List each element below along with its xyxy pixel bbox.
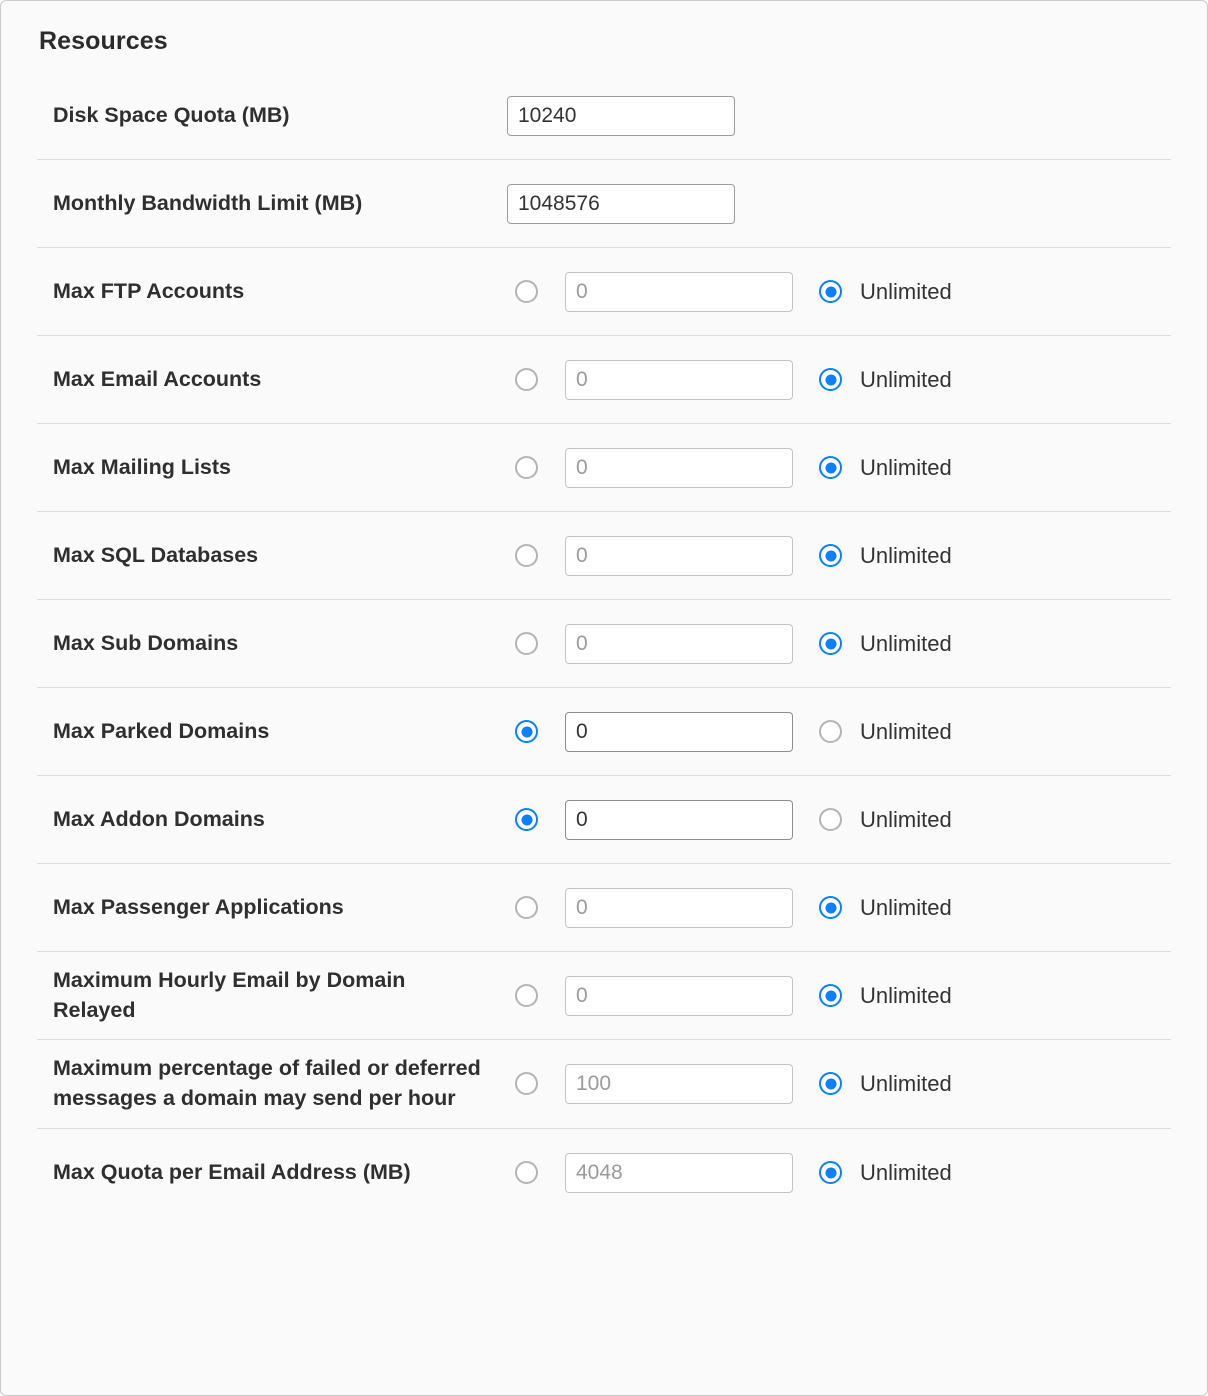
radio-icon xyxy=(819,1161,842,1184)
unlimited-label: Unlimited xyxy=(860,278,952,304)
max-email-accounts-input[interactable] xyxy=(565,360,793,400)
max-quota-per-email-input[interactable] xyxy=(565,1153,793,1193)
table-row xyxy=(37,776,1171,864)
max-hourly-email-relayed-value-radio[interactable] xyxy=(507,984,565,1007)
row-label: Monthly Bandwidth Limit (MB) xyxy=(53,190,363,215)
table-row xyxy=(37,248,1171,336)
radio-icon xyxy=(819,1072,842,1095)
row-control xyxy=(507,712,1171,752)
max-mailing-lists-unlimited-radio[interactable] xyxy=(819,455,952,481)
table-row xyxy=(37,952,1171,1040)
max-sql-databases-value-radio[interactable] xyxy=(507,544,565,567)
table-row xyxy=(37,864,1171,952)
max-quota-per-email-value-radio[interactable] xyxy=(507,1161,565,1184)
radio-icon xyxy=(515,632,538,655)
radio-icon xyxy=(515,720,538,743)
max-addon-domains-unlimited-radio[interactable] xyxy=(819,807,952,833)
row-label: Max FTP Accounts xyxy=(53,278,245,303)
table-row xyxy=(37,72,1171,160)
unlimited-label: Unlimited xyxy=(860,542,952,568)
table-row xyxy=(37,1040,1171,1128)
table-row xyxy=(37,600,1171,688)
max-sql-databases-input[interactable] xyxy=(565,536,793,576)
row-label: Max Passenger Applications xyxy=(53,894,344,919)
radio-icon xyxy=(819,280,842,303)
radio-icon xyxy=(515,280,538,303)
radio-icon xyxy=(819,984,842,1007)
unlimited-label: Unlimited xyxy=(860,894,952,920)
radio-icon xyxy=(515,544,538,567)
max-parked-domains-value-radio[interactable] xyxy=(507,720,565,743)
max-passenger-applications-unlimited-radio[interactable] xyxy=(819,895,952,921)
max-sub-domains-input[interactable] xyxy=(565,624,793,664)
max-mailing-lists-value-radio[interactable] xyxy=(507,456,565,479)
table-row xyxy=(37,1129,1171,1217)
row-control xyxy=(507,536,1171,576)
row-control xyxy=(507,272,1171,312)
page-title: Resources xyxy=(39,27,168,55)
max-email-accounts-value-radio[interactable] xyxy=(507,368,565,391)
unlimited-label: Unlimited xyxy=(860,366,952,392)
table-row xyxy=(37,160,1171,248)
max-sql-databases-unlimited-radio[interactable] xyxy=(819,543,952,569)
row-control xyxy=(507,184,1171,224)
radio-icon xyxy=(515,984,538,1007)
row-control xyxy=(507,888,1171,928)
max-passenger-applications-value-radio[interactable] xyxy=(507,896,565,919)
resources-row-list xyxy=(1,72,1207,1217)
unlimited-label: Unlimited xyxy=(860,1070,952,1096)
radio-icon xyxy=(819,544,842,567)
radio-icon xyxy=(819,808,842,831)
row-label: Disk Space Quota (MB) xyxy=(53,102,290,127)
max-addon-domains-value-radio[interactable] xyxy=(507,808,565,831)
row-control xyxy=(507,360,1171,400)
row-control xyxy=(507,976,1171,1016)
row-control xyxy=(507,624,1171,664)
radio-icon xyxy=(515,456,538,479)
max-addon-domains-input[interactable] xyxy=(565,800,793,840)
max-hourly-email-relayed-unlimited-radio[interactable] xyxy=(819,983,952,1009)
max-ftp-accounts-value-radio[interactable] xyxy=(507,280,565,303)
row-label: Max SQL Databases xyxy=(53,542,259,567)
row-control xyxy=(507,800,1171,840)
table-row xyxy=(37,688,1171,776)
row-label: Max Email Accounts xyxy=(53,366,262,391)
unlimited-label: Unlimited xyxy=(860,718,952,744)
radio-icon xyxy=(515,808,538,831)
max-failed-deferred-percentage-unlimited-radio[interactable] xyxy=(819,1071,952,1097)
disk-space-quota-input[interactable] xyxy=(507,96,735,136)
unlimited-label: Unlimited xyxy=(860,806,952,832)
radio-icon xyxy=(819,368,842,391)
unlimited-label: Unlimited xyxy=(860,982,952,1008)
row-control xyxy=(507,1153,1171,1193)
max-parked-domains-unlimited-radio[interactable] xyxy=(819,719,952,745)
row-label: Max Addon Domains xyxy=(53,806,265,831)
row-label: Max Sub Domains xyxy=(53,630,239,655)
table-row xyxy=(37,512,1171,600)
radio-icon xyxy=(515,1161,538,1184)
max-failed-deferred-percentage-value-radio[interactable] xyxy=(507,1072,565,1095)
max-failed-deferred-percentage-input[interactable] xyxy=(565,1064,793,1104)
radio-icon xyxy=(515,896,538,919)
radio-icon xyxy=(819,720,842,743)
row-label: Maximum Hourly Email by Domain Relayed xyxy=(53,968,406,1022)
row-control xyxy=(507,96,1171,136)
unlimited-label: Unlimited xyxy=(860,454,952,480)
table-row xyxy=(37,336,1171,424)
unlimited-label: Unlimited xyxy=(860,630,952,656)
radio-icon xyxy=(515,368,538,391)
row-control xyxy=(507,1064,1171,1104)
max-email-accounts-unlimited-radio[interactable] xyxy=(819,367,952,393)
max-passenger-applications-input[interactable] xyxy=(565,888,793,928)
max-quota-per-email-unlimited-radio[interactable] xyxy=(819,1160,952,1186)
unlimited-label: Unlimited xyxy=(860,1159,952,1185)
row-label: Max Parked Domains xyxy=(53,718,270,743)
radio-icon xyxy=(819,456,842,479)
max-parked-domains-input[interactable] xyxy=(565,712,793,752)
max-sub-domains-unlimited-radio[interactable] xyxy=(819,631,952,657)
radio-icon xyxy=(515,1072,538,1095)
max-ftp-accounts-input[interactable] xyxy=(565,272,793,312)
radio-icon xyxy=(819,632,842,655)
radio-icon xyxy=(819,896,842,919)
row-control xyxy=(507,448,1171,488)
row-label: Max Mailing Lists xyxy=(53,454,232,479)
max-hourly-email-relayed-input[interactable] xyxy=(565,976,793,1016)
row-label: Max Quota per Email Address (MB) xyxy=(53,1159,411,1184)
max-sub-domains-value-radio[interactable] xyxy=(507,632,565,655)
monthly-bandwidth-limit-input[interactable] xyxy=(507,184,735,224)
table-row xyxy=(37,424,1171,512)
row-label: Maximum percentage of failed or deferred messages a domain may send per hour xyxy=(53,1056,481,1110)
max-ftp-accounts-unlimited-radio[interactable] xyxy=(819,279,952,305)
max-mailing-lists-input[interactable] xyxy=(565,448,793,488)
